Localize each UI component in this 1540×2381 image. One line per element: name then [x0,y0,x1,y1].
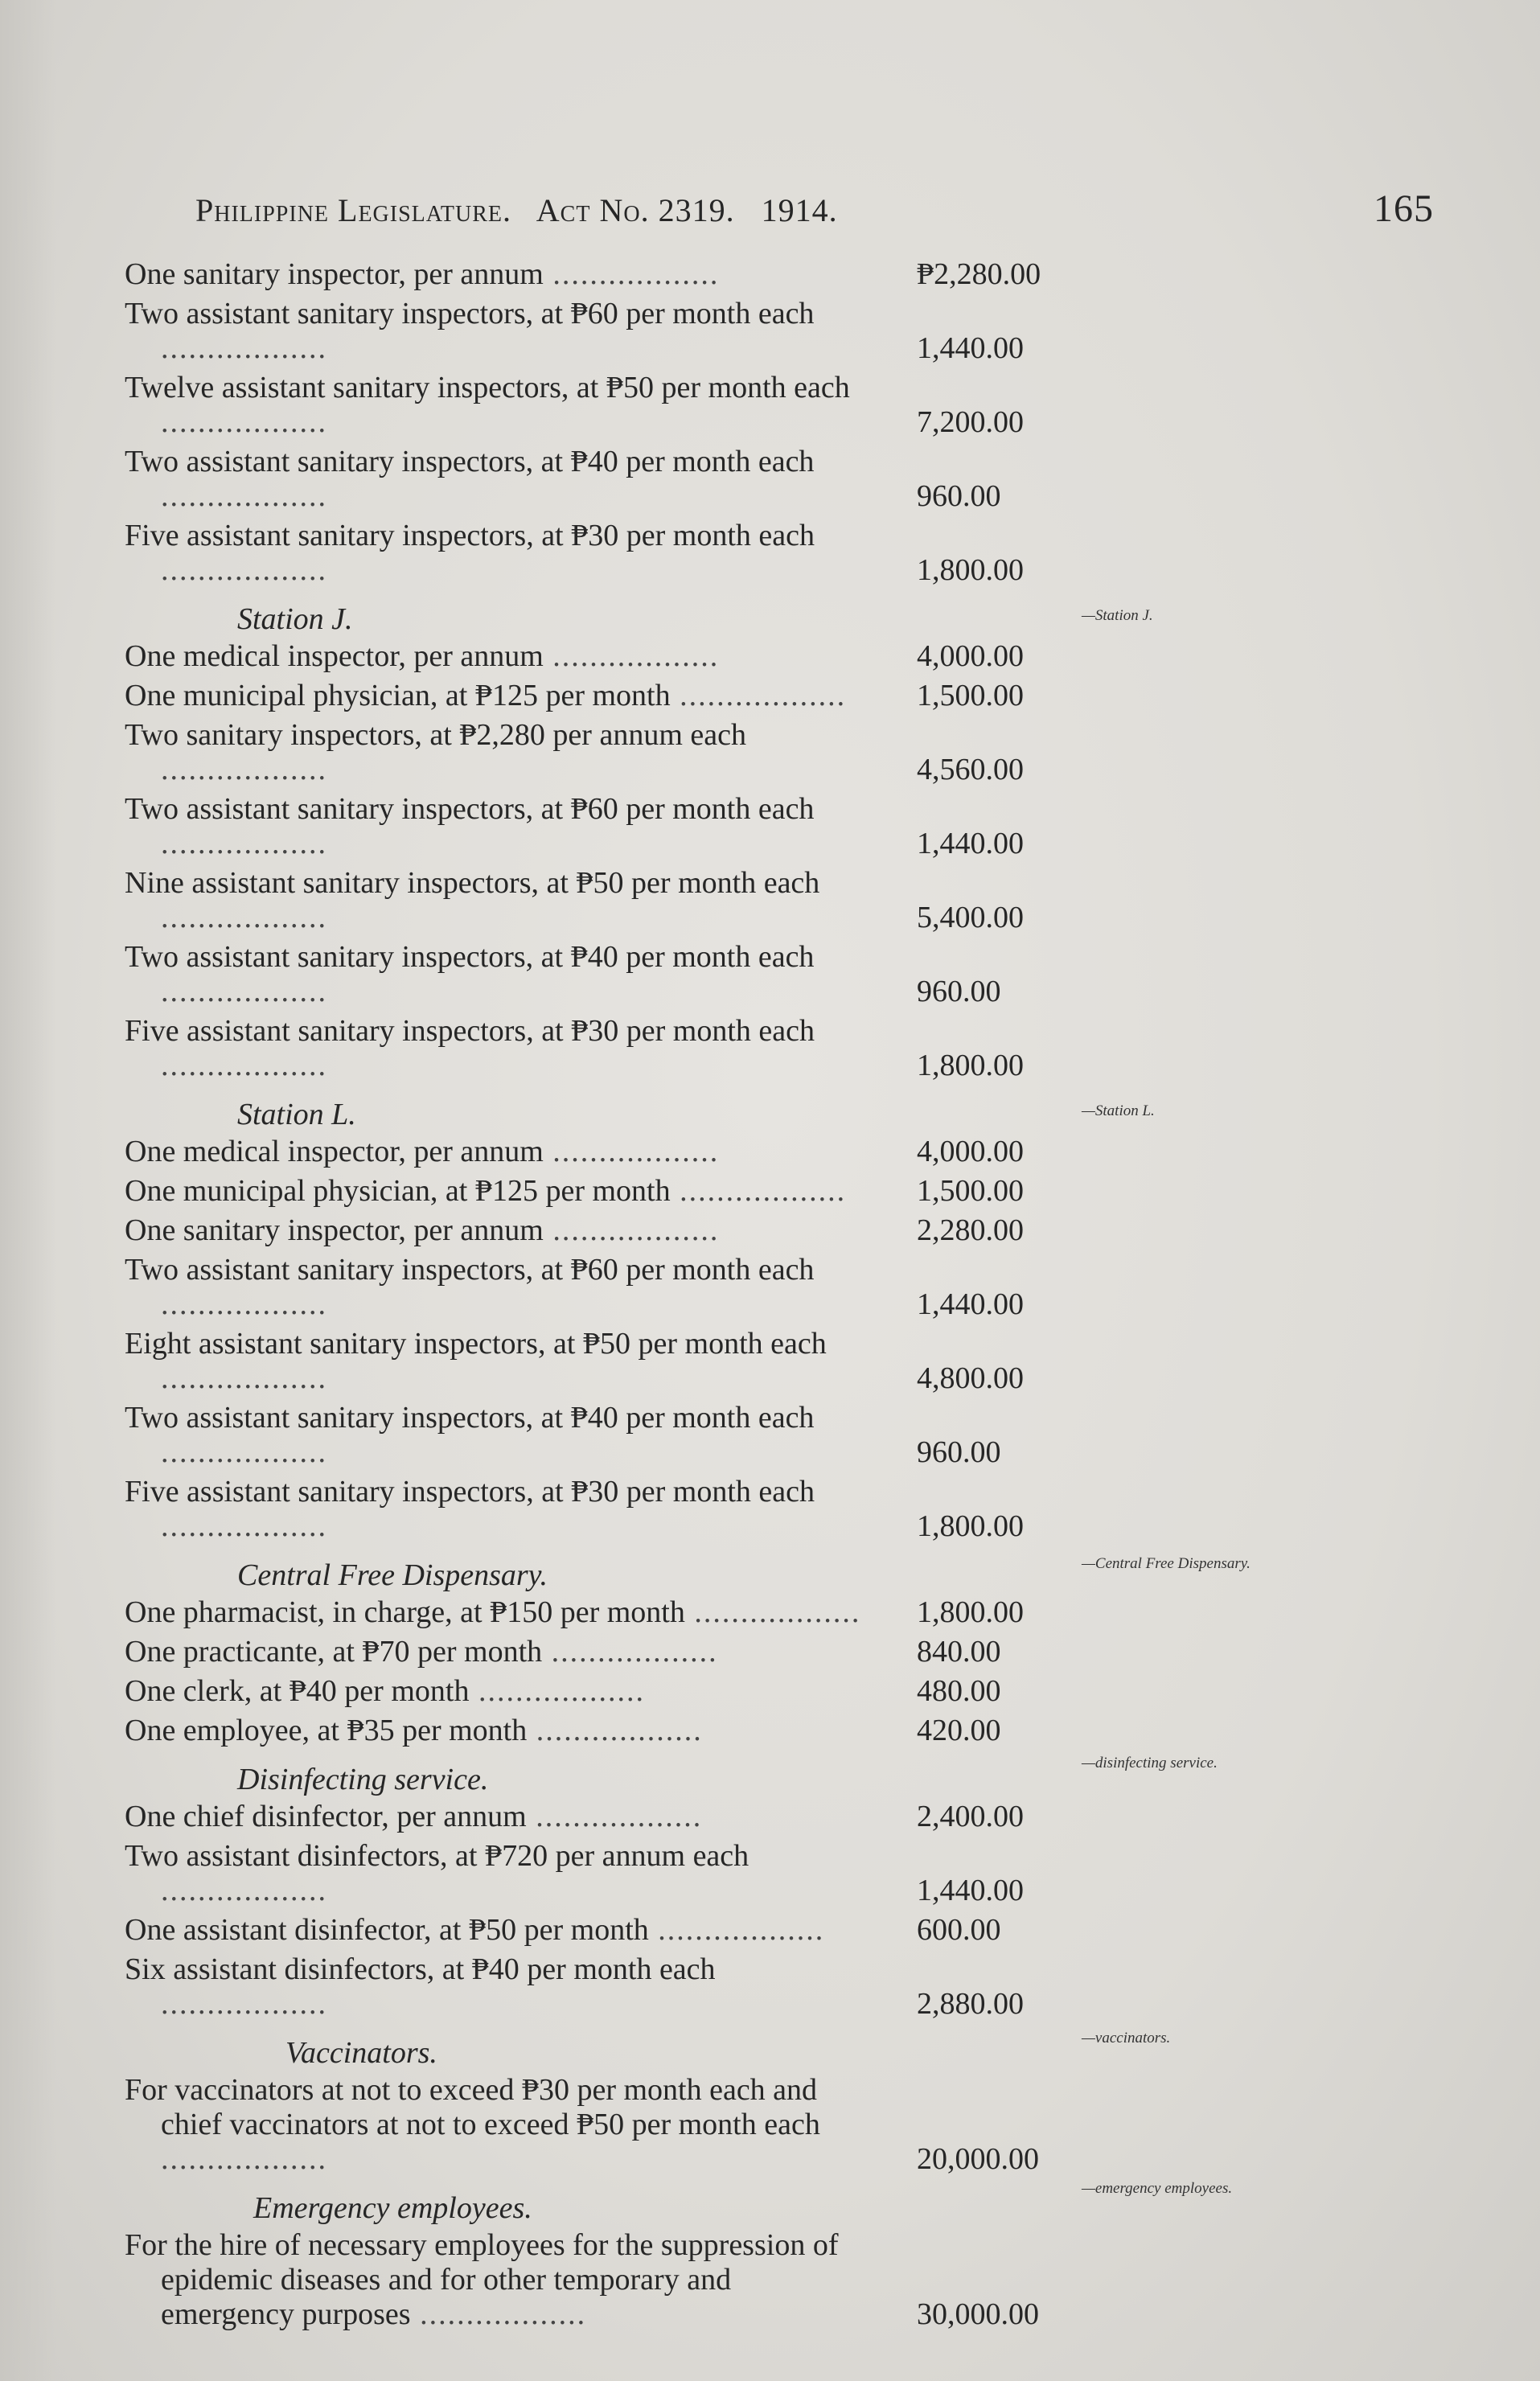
line-item-description: Five assistant sanitary inspectors, at ₱30 per month each .................. [125,519,815,587]
line-item [125,257,1371,292]
leader-dots: .................. [543,257,720,291]
line-item-amount: 960.00 [917,1435,1001,1469]
leader-dots: .................. [161,405,327,439]
line-item-description: Five assistant sanitary inspectors, at ₱30 per month each .................. [125,1475,815,1543]
line-item-amount: 7,200.00 [917,405,1024,439]
line-item-amount: 1,440.00 [917,827,1024,860]
line-item-amount: 4,560.00 [917,753,1024,786]
sidenote-station-l: —Station L. [1082,1102,1155,1119]
line-item-description: Two sanitary inspectors, at ₱2,280 per annum each .................. [125,718,746,786]
line-item-description: For the hire of necessary employees for the suppression of epidemic diseases and for other temporary and emergency purposes .................. [125,2228,839,2331]
line-item-description: Two assistant sanitary inspectors, at ₱40 per month each .................. [125,1401,815,1469]
leader-dots: .................. [543,1213,720,1247]
line-item [125,679,1371,713]
line-item [125,940,1371,1009]
section-title-emergency [125,2180,1371,2228]
leader-dots: .................. [161,827,327,860]
leader-dots: .................. [161,975,327,1008]
leader-dots: .................. [161,1049,327,1082]
line-item-description: One municipal physician, at ₱125 per month .................. [125,679,847,712]
leader-dots: .................. [527,1714,703,1747]
leader-dots: .................. [161,479,327,513]
line-item-amount: 4,000.00 [917,639,1024,673]
section-title-text: Station J. [237,602,353,636]
line-item-amount: ₱2,280.00 [917,257,1041,291]
line-item-description: Five assistant sanitary inspectors, at ₱30 per month each .................. [125,1014,815,1082]
line-item-description: One sanitary inspector, per annum .................. [125,1213,720,1247]
leader-dots: .................. [161,2142,327,2176]
line-item-amount: 2,400.00 [917,1800,1024,1833]
sidenote-vaccinators: —vaccinators. [1082,2030,1171,2046]
line-item-description: One municipal physician, at ₱125 per month .................. [125,1174,847,1208]
line-item-amount: 30,000.00 [917,2297,1039,2331]
section-entries-dispensary [125,1595,1371,1748]
section-title-text: Emergency employees. [253,2191,532,2225]
line-item [125,792,1371,861]
sidenote-station-j: —Station J. [1082,607,1153,624]
header-year: 1914. [761,192,838,228]
page-binding-shadow [0,0,56,2381]
line-item [125,1475,1371,1544]
line-item-description: One pharmacist, in charge, at ₱150 per month .................. [125,1595,861,1629]
line-item-amount: 4,000.00 [917,1135,1024,1168]
leader-dots: .................. [410,2297,587,2331]
section-title-text: Vaccinators. [285,2036,437,2070]
line-item-description: One medical inspector, per annum .................. [125,639,720,673]
line-item [125,866,1371,935]
line-item-description: For vaccinators at not to exceed ₱30 per month each and chief vaccinators at not to exceed ₱50 per month each .................. [125,2073,820,2176]
line-item-amount: 1,800.00 [917,1049,1024,1082]
leader-dots: .................. [648,1913,825,1947]
leader-dots: .................. [543,1135,720,1168]
line-item-description: Nine assistant sanitary inspectors, at ₱50 per month each .................. [125,866,820,934]
leader-dots: .................. [161,1509,327,1543]
header-title: Philippine Legislature. [195,192,511,228]
sidenote-emergency: —emergency employees. [1082,2180,1233,2197]
leader-dots: .................. [526,1800,703,1833]
line-item-amount: 1,500.00 [917,679,1024,712]
section-entries-emergency [125,2228,1371,2332]
line-item-amount: 960.00 [917,479,1001,513]
line-item-description: Twelve assistant sanitary inspectors, at ₱50 per month each .................. [125,371,850,439]
line-item-amount: 960.00 [917,975,1001,1008]
leader-dots: .................. [161,331,327,365]
line-item-amount: 2,880.00 [917,1987,1024,2021]
line-item-amount: 840.00 [917,1635,1001,1669]
line-item-amount: 1,500.00 [917,1174,1024,1208]
line-item-amount: 1,800.00 [917,1595,1024,1629]
line-item-description: One clerk, at ₱40 per month .................. [125,1674,645,1708]
line-item-description: One practicante, at ₱70 per month .................. [125,1635,718,1669]
section-title-disinfecting [125,1755,1371,1800]
section-entries-vaccinators [125,2073,1371,2177]
leader-dots: .................. [161,1874,327,1907]
line-item [125,2228,1371,2332]
leader-dots: .................. [161,901,327,934]
section-title-text: Central Free Dispensary. [237,1558,548,1592]
line-item [125,371,1371,440]
line-item [125,639,1371,674]
line-item [125,1913,1371,1948]
leader-dots: .................. [543,639,720,673]
line-item [125,1635,1371,1669]
line-item [125,2073,1371,2177]
line-item-amount: 1,440.00 [917,1287,1024,1321]
section-title-vaccinators [125,2030,1371,2073]
leader-dots: .................. [469,1674,645,1708]
line-item [125,1135,1371,1169]
line-item [125,1327,1371,1396]
line-item-amount: 1,800.00 [917,1509,1024,1543]
section-entries-station-j [125,639,1371,1083]
line-item-description: Two assistant sanitary inspectors, at ₱40 per month each .................. [125,940,815,1008]
section-title-text: Disinfecting service. [237,1763,489,1796]
line-item-amount: 1,440.00 [917,1874,1024,1907]
line-item-description: Two assistant disinfectors, at ₱720 per annum each .................. [125,1839,749,1907]
leader-dots: .................. [161,753,327,786]
line-item-description: Two assistant sanitary inspectors, at ₱60 per month each .................. [125,792,815,860]
section-title-station-l [125,1094,1371,1135]
leader-dots: .................. [161,1361,327,1395]
line-item-description: One chief disinfector, per annum .................. [125,1800,703,1833]
line-item [125,1595,1371,1630]
line-item-description: Six assistant disinfectors, at ₱40 per month each .................. [125,1952,716,2021]
line-item [125,1253,1371,1322]
sidenote-disinfecting: —disinfecting service. [1082,1755,1218,1771]
line-item [125,445,1371,514]
section-title-dispensary [125,1555,1371,1595]
line-item-description: One employee, at ₱35 per month .................. [125,1714,703,1747]
leader-dots: .................. [670,679,847,712]
section-entries-preceding [125,257,1371,588]
appropriation-list [125,257,1371,2337]
section-title-station-j [125,599,1371,639]
header-act: Act No. 2319. [536,192,735,228]
page-number: 165 [1374,187,1434,230]
line-item-amount: 20,000.00 [917,2142,1039,2176]
line-item-amount: 600.00 [917,1913,1001,1947]
line-item [125,1213,1371,1248]
leader-dots: .................. [670,1174,847,1208]
line-item [125,1674,1371,1709]
line-item [125,519,1371,588]
line-item-description: Two assistant sanitary inspectors, at ₱40 per month each .................. [125,445,815,513]
line-item-amount: 480.00 [917,1674,1001,1708]
line-item-amount: 1,440.00 [917,331,1024,365]
leader-dots: .................. [161,1987,327,2021]
line-item [125,1952,1371,2022]
line-item [125,1174,1371,1209]
line-item-amount: 2,280.00 [917,1213,1024,1247]
line-item [125,1014,1371,1083]
line-item-description: Two assistant sanitary inspectors, at ₱60 per month each .................. [125,297,815,365]
leader-dots: .................. [161,1287,327,1321]
line-item-description: One sanitary inspector, per annum .................. [125,257,720,291]
line-item [125,1401,1371,1470]
section-entries-station-l [125,1135,1371,1544]
leader-dots: .................. [684,1595,861,1629]
section-entries-disinfecting [125,1800,1371,2022]
line-item [125,718,1371,787]
running-header [195,187,1434,240]
line-item [125,1800,1371,1834]
section-title-text: Station L. [237,1098,356,1131]
leader-dots: .................. [161,553,327,587]
line-item [125,1714,1371,1748]
line-item [125,297,1371,366]
leader-dots: .................. [161,1435,327,1469]
line-item-description: Two assistant sanitary inspectors, at ₱60 per month each .................. [125,1253,815,1321]
line-item-amount: 4,800.00 [917,1361,1024,1395]
line-item-description: One medical inspector, per annum .................. [125,1135,720,1168]
line-item-amount: 420.00 [917,1714,1001,1747]
line-item-description: One assistant disinfector, at ₱50 per month .................. [125,1913,825,1947]
line-item-amount: 5,400.00 [917,901,1024,934]
line-item-description: Eight assistant sanitary inspectors, at ₱50 per month each .................. [125,1327,827,1395]
sidenote-dispensary: —Central Free Dispensary. [1082,1555,1250,1572]
line-item-amount: 1,800.00 [917,553,1024,587]
line-item [125,1839,1371,1908]
leader-dots: .................. [542,1635,718,1669]
